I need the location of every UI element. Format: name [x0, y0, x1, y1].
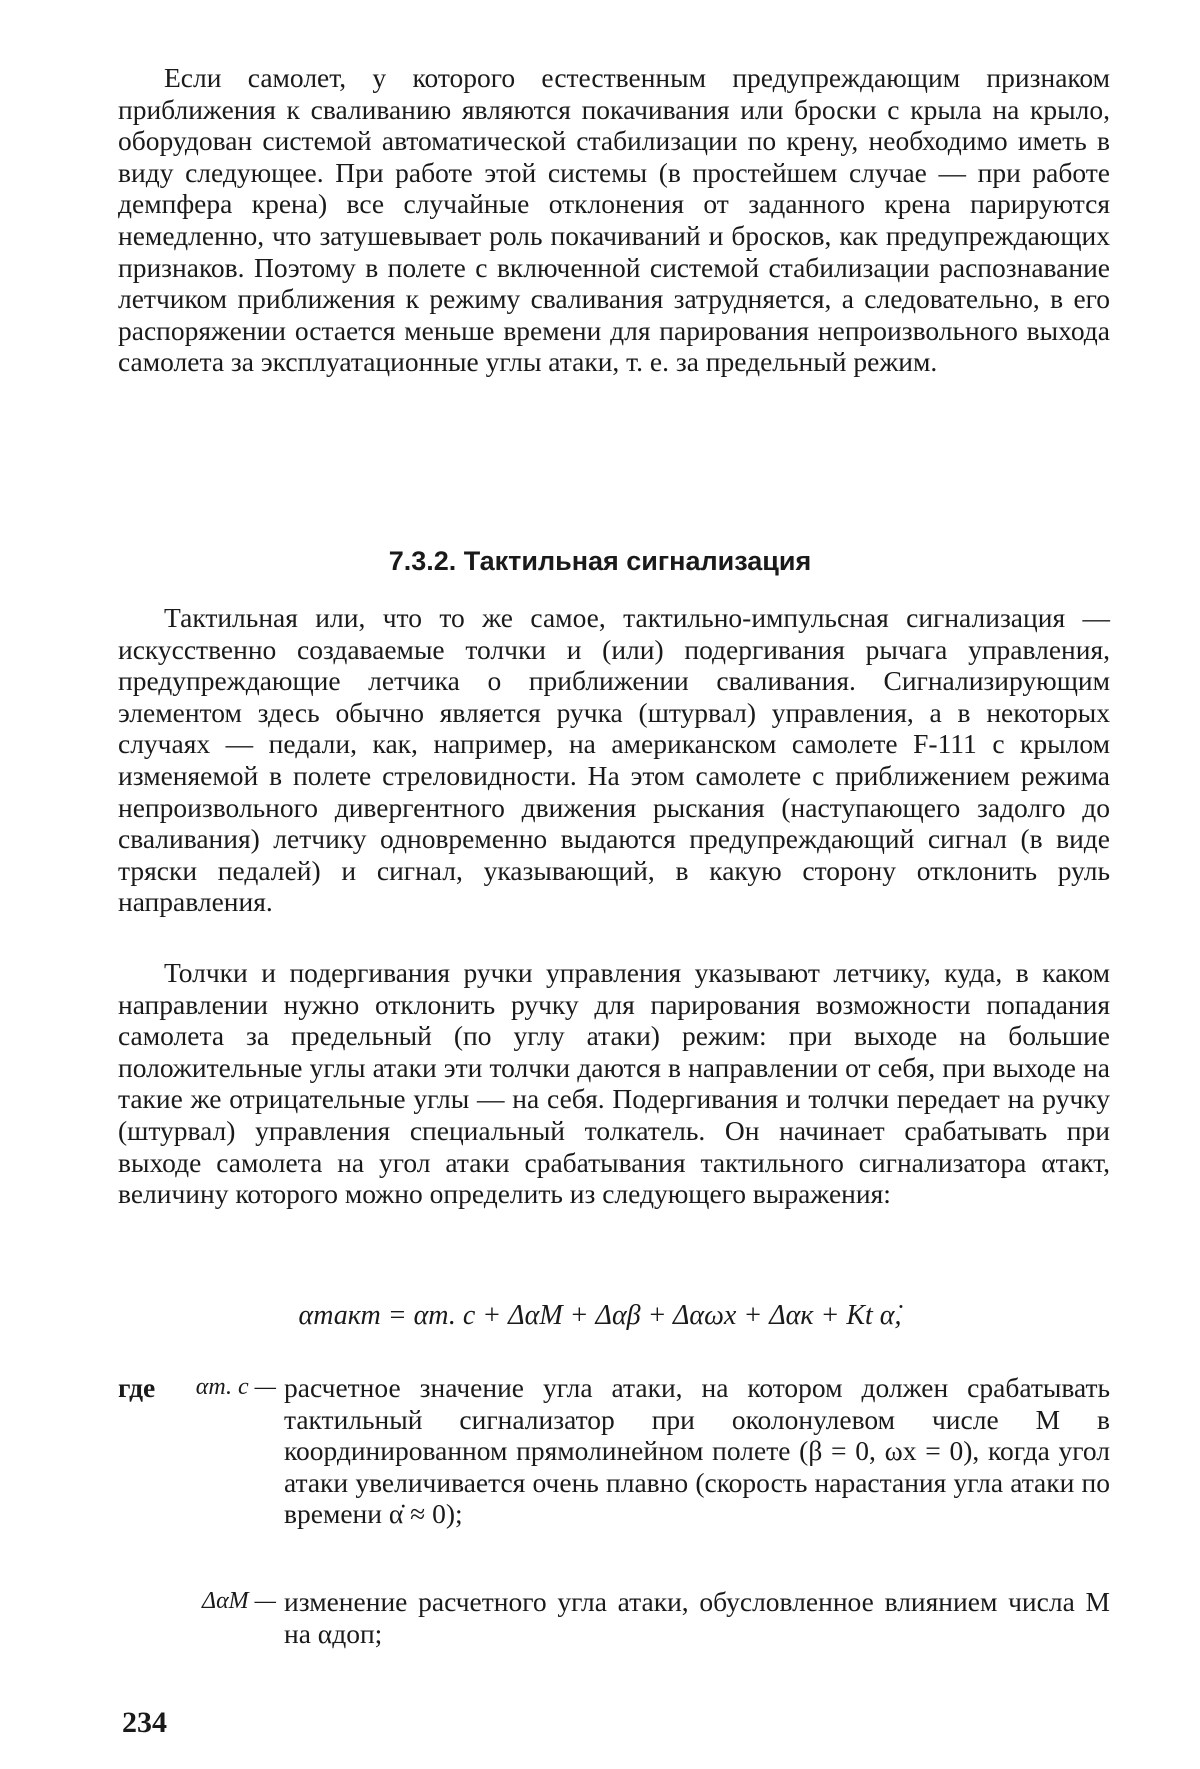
page-number: 234	[122, 1706, 167, 1739]
paragraph-stabilization: Если самолет, у которого естественным предупреждающим признаком приближения к сваливанию являются покачивания или броски с крыла на крыло, оборудован системой автоматической стабилизации по крену, необходимо иметь в виду следующее. При работе этой системы (в простейшем случае — при работе демпфера крена) все случайные отклонения от заданного крена парируются немедленно, что затушевывает роль покачиваний и бросков, как предупреждающих признаков. Поэтому в полете с включенной системой стабилизации распознавание летчиком приближения к режиму сваливания затрудняется, а следовательно, в его распоряжении остается меньше времени для парирования непроизвольного выхода самолета за эксплуатационные углы атаки, т. е. за предельный режим.	[118, 62, 1110, 378]
definition-symbol: ΔαM —	[201, 1588, 276, 1614]
definition-text: расчетное значение угла атаки, на котором должен срабатывать тактильный сигнализатор при околонулевом числе М в координированном прямолинейном полете (β = 0, ωx = 0), когда угол атаки увеличивается очень плавно (скорость нарастания угла атаки по времени α̇ ≈ 0);	[284, 1372, 1110, 1530]
paragraph-stick-shaker: Толчки и подергивания ручки управления указывают летчику, куда, в каком направлении нужно отклонить ручку для парирования возможности попадания самолета за предельный (по углу атаки) режим: при выходе на большие положительные углы атаки эти толчки даются в направлении от себя, при выходе на такие же отрицательные углы — на себя. Подергивания и толчки передает на ручку (штурвал) управления специальный толкатель. Он начинает срабатывать при выходе самолета на угол атаки срабатывания тактильного сигнализатора αтакт, величину которого можно определить из следующего выражения:	[118, 957, 1110, 1210]
paragraph-tactile-definition: Тактильная или, что то же самое, тактильно-импульсная сигнализация — искусственно создаваемые толчки и (или) подергивания рычага управления, предупреждающие летчика о приближении сваливания. Сигнализирующим элементом здесь обычно является ручка (штурвал) управления, а в некоторых случаях — педали, как, например, на американском самолете F-111 с крылом изменяемой в полете стреловидности. На этом самолете с приближением режима непроизвольного дивергентного движения рыскания (наступающего задолго до сваливания) летчику одновременно выдаются предупреждающий сигнал (в виде тряски педалей) и сигнал, указывающий, в какую сторону отклонить руль направления.	[118, 602, 1110, 918]
definition-text: изменение расчетного угла атаки, обусловленное влиянием числа М на αдоп;	[284, 1586, 1110, 1649]
where-label: где	[118, 1372, 156, 1403]
definition-item	[118, 1372, 1110, 1530]
definition-symbol: αт. с —	[195, 1374, 276, 1400]
formula: αтакт = αт. с + ΔαM + Δαβ + Δαωx + Δαк + Kt α̇,	[298, 1300, 902, 1331]
definition-item	[118, 1586, 1110, 1649]
section-heading: 7.3.2. Тактильная сигнализация	[388, 546, 812, 576]
